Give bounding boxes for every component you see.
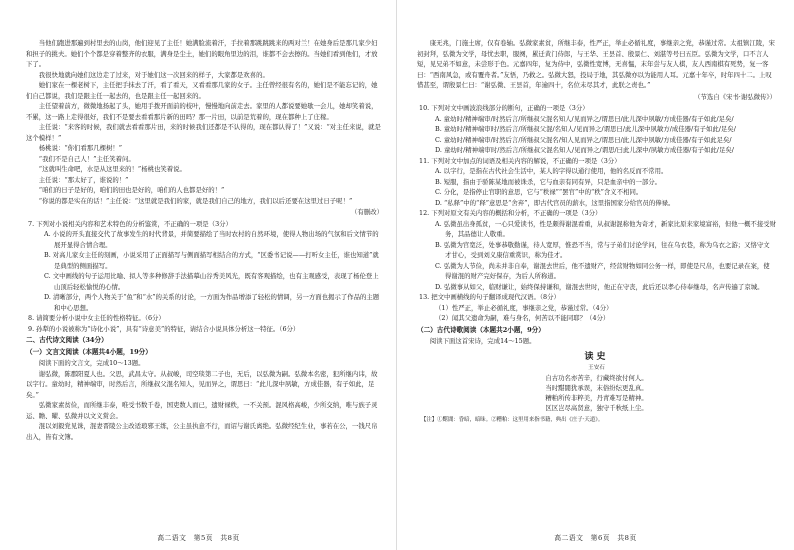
question-10-option: B. 童幼时/精神端审时/然后言/所继叔父混/名知人/见而异之/谓思曰/此儿深中夙敏方/成佳器/有子如此/足矣/ [435, 125, 736, 133]
subsection-1-title: （一）文言文阅读（本题共4小题，19分） [26, 348, 152, 356]
question-11-stem: 11. 下列对文中加点的词语及相关内容的解说，不正确的一项是（3分） [419, 156, 621, 165]
classical-paragraph: 谢弘微，陈郡阳夏人也。父思，武昌太守。从叔峻，司空琰第二子也，无后，以弘微为嗣。弘微本名密，犯所继内讳，故以字行。童幼时，精神端审，时然后言，所继叔父混名知人，见而异之，谓思曰：“此儿深中夙敏，方成佳器，有子如此，足矣。” [26, 369, 378, 399]
question-12-stem: 12. 下列对原文有关内容的概括和分析，不正确的一项是（3分） [419, 209, 602, 217]
poem-title: 读史 [584, 352, 609, 362]
question-7-option: B. 对高儿家女主任的刻画，小说采用了正面描写与侧面描写相结合的方式，“区委书记说——打听女主任，谁也知道”就是典型的侧面描写。 [44, 251, 379, 270]
question-13-stem: 13. 把文中画横线的句子翻译成现代汉语。（8分） [419, 293, 560, 301]
passage-paragraph: “你说的都是实在的话！”主任说：“这里就是我们的家，就是我们自己的地方，我们以后还要在这里过日子呢！” [38, 196, 353, 205]
poem [417, 350, 776, 413]
poem-line: 糟粕所传非粹美，丹青难写是精神。 [545, 394, 648, 402]
poem-note: 【注】①黮闇：昏暗，暗昧。②糟粕：这里用来指书籍，典出《庄子·天道》。 [421, 417, 604, 423]
question-7-option: C. 文中画线的句子运用比喻、拟人等多种修辞手法描摹山谷秀美风光，既有客观描绘，也有主观感受，表现了杨伦登上山顶后轻松愉悦的心情。 [44, 272, 379, 291]
question-13-item: （1）性严正，举止必循礼度，事继亲之党，恭谨过常。（4分） [435, 303, 613, 312]
section-2-title: 二、古代诗文阅读（34分） [26, 336, 108, 344]
page-5-content [26, 38, 383, 522]
subsection-2-title: （二）古代诗歌阅读（本题共2小题，9分） [417, 325, 545, 334]
page-5-footer: 高二语文 第5页 共8页 [157, 534, 240, 542]
passage-paragraph: 杨桃说：“你们看那几棵树！” [38, 144, 123, 152]
passage-paragraph: “我们不是自己人！”主任笑着问。 [38, 154, 135, 163]
page-6-content [417, 38, 776, 522]
classical-source: （节选自《宋书·谢弘微传》） [694, 92, 776, 101]
subsection-1-instruction: 阅读下面的文言文，完成10～13题。 [38, 359, 145, 367]
subsection-2-instruction: 阅读下面这首宋诗，完成14～15题。 [429, 336, 536, 345]
question-10-option: A. 童幼时/精神端审/时然后言/所继叔父混名知人/见而异之/谓思曰/此儿深中夙敏/方成佳器/有子如此/足矣/ [435, 114, 734, 123]
question-11-option: D. “私释”中的“释”意思是“舍弃”，即古代官员的薪水，这里指国家分给官员的俸禄。 [435, 198, 675, 207]
classical-continuation: 康无兆，门施土席，仅有卷轴。弘微家素贫，所继丰泰，性严正，举止必循礼度，事继亲之党，恭谨过常。太祖镇江陵，宋初封拜，弘微为文学，母忧去职，服阕，累迁黄门侍郎，与王华、王昙首、殷景仁、刘湛等号曰五臣。弘微为文学，口不言人短，见兄弟不如意，未尝形于色。元嘉四年，复为侍中，弘微性宽博，无喜愠，末年尝与友人棋，友人西南棋有死势，复一客曰：“西南风急，或有覆舟者。”友悟，乃救之。弘微大怒，投局于地，其弘微亦以为能用人耳。元嘉十年卒，时年四十二。上叹惜甚至，谓殷景仁曰：“谢弘微、王昙首，年逾四十，名位未尽其才，此朕之责也。” [417, 39, 775, 89]
question-8: 8. 请简要分析小说中女主任的性格特征。（6分） [28, 314, 165, 322]
question-11-option: C. 分化，是指停止官职的意思，它与“秩禄”“罢官”中的“秩”含义不相同。 [435, 188, 643, 196]
question-7-option: D. 清晰部分，两个人物关于“鱼”和“水”的关系的讨论，一方面为作品增添了轻松的情调，另一方面也揭示了作品的主题和中心思想。 [44, 293, 380, 312]
passage-paragraph: “咱们的日子是好的，咱们的田也是好的，咱们的人也都是好的！” [38, 186, 225, 194]
question-12-option: A. 弘微虽出身孤贫，一心只爱读书，性是颇得谢混看重，从叔谢混称他为奇才，新家比原来家境富裕，但他一概不接受财务，其品德让人敬重。 [435, 219, 776, 238]
question-7-stem: 7. 下列对小说相关内容和艺术特色的分析鉴赏，不正确的一项是（3分） [28, 219, 232, 228]
question-13-item: （2）闻其父遗命为嗣，难与身名，何苦以不能同耶？（4分） [435, 314, 610, 322]
poem-line: 区区岂尽高贤意，独守千秋纸上尘。 [545, 404, 648, 412]
passage-paragraph: 我很快地就向她们这边走了过来，对于她们这一次回来的样子，大家都是欢喜的。 [38, 70, 269, 79]
question-12-option: B. 弘微为官宽泛，处事恭敬勤谨，待人宽厚，惟恐不当，常与子弟们讨论学问，往在乌衣巷，称为乌衣之游；又恪守文才甘心，受到刘义康信重赏识，称为佳才。 [435, 240, 770, 259]
question-9: 9. 孙犁的小说被称为“诗化小说”，具有“诗意美”的特征，请结合小说具体分析这一特征。（6分） [28, 324, 300, 333]
question-10-option: D. 童幼时/精神端审时/然后言/所继叔父混名知人/见而异之/谓思/曰此儿深中/夙敏方成佳器/有子如此/足矣/ [435, 146, 734, 154]
passage-paragraph: 主任说：“来客的时候，我们就去看看那片田，来的时候我们还都是不认得的，现在都认得了！”又说：“对主任来说，就是这个模样！” [26, 123, 381, 142]
passage-paragraph: “这就叫生命吧，水是从这里来的！”杨桃也笑着说。 [38, 165, 186, 173]
passage-paragraph: 主任望着前方，微微地扬起了头，她用手拨开面前的枝叶，慢慢地向前走去。家里的人都说要她歇一会儿，她却笑着说，不累，这一路上走得很好，我们不是要去看看那片新的田吗？那一片田，以前是荒着的，现在都种上了庄稼。 [26, 102, 378, 121]
page-6 [397, 0, 794, 550]
question-10-option: C. 童幼时/精神端审/时然后言/所继叔父混名/知人见而异之/谓思曰/此儿深中夙敏/方成佳器/有子如此足矣/ [435, 135, 732, 144]
question-11-option: B. 短服，指由于骄陈某地而被诛杀，它与血亲有同有异，只是血亲中的一部分。 [435, 177, 662, 186]
passage-paragraph: 当他们跑进那遍到村里去的山岗，他们迎见了主任！她满脸流着汗，手拉着那跳跳跳来的两对兰！在她身后是那几家少妇和担子的挑夫。她们个个都是穿着整齐的衣服，满身是尘土，她们的眼角里边的泪，谁都不会去擦的。当她们看到他们，才放下了。 [26, 39, 378, 68]
poem-line: 自古功名亦苦辛，行藏终欲付何人。 [545, 374, 648, 382]
question-12-option: C. 弘微为人节俭，尚未并非自奉，谢混去世后，他不遗财产，经营财物如同公务一样，即使是尺帛，也要记录在案，使得谢混的财产完好保存，为后人所称道。 [435, 261, 770, 280]
passage-source: （有删改） [351, 208, 383, 216]
classical-paragraph: 弘微家素贫俭，而所继丰泰，唯受书数千卷，国吏数人而已，遗财禄秩，一不关预。混风格高峻，少所交纳，唯与族子灵运、瞻、曜、弘微并以文义赏会。 [26, 401, 378, 420]
question-11-option: A. 以字行，是指在古代社会生活中，某人的字得以通行使用，他的名反而不常用。 [435, 167, 668, 175]
question-10-stem: 10. 下列对文中画波浪线部分的断句，正确的一项是（3分） [419, 104, 589, 112]
poem-line: 当时黮闇犹承误，末俗纷纭更乱真。 [545, 384, 648, 392]
passage-paragraph: 主任说：“那太好了，谁说的！” [38, 175, 129, 184]
passage-paragraph: 她们家在一棵老树下，主任把手抹去了汗，看了看天，又看看那几家的女子。主任曾经很有名的，她们是不能忘记的，她们自己都说，我们是跟主任一起去的，也是跟主任一起回来的。 [26, 81, 378, 100]
poem-author: 王安石 [588, 365, 605, 371]
question-12-option: D. 弘微事从如父，临财谦让，始终保持谦和，谢混去世时，他正在守丧，此后还以孝心侍奉继母，名声传遍了京城。 [435, 282, 764, 291]
classical-paragraph: 混以刘毅党见诛，混妻晋陵公主改适琅邪王练，公主虽执意不行，而诏与谢氏离绝。弘微经纪生业，事若在公，一钱尺帛出入，皆有文簿。 [26, 422, 378, 441]
page-6-footer: 高二语文 第6页 共8页 [554, 534, 637, 542]
question-7-option: A. 小说的开头直接交代了故事发生的时代背景，并简要描绘了当时农村的自然环境，使得人物出场的气氛和后文情节的展开显得合情合理。 [44, 230, 379, 249]
